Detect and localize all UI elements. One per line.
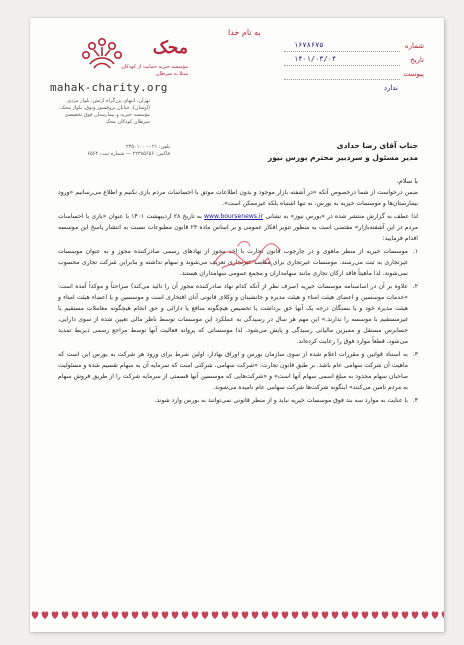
org-address: تهران، انتهای بزرگراه ارتش، بلوار مژدی (اوشان)، خیابان پروفسور وثوق، بلوار محک، مؤسسه خیریه و بیمارستان فوق تخصصی سرطان کودکان محک [58,98,150,125]
contact-line: فاکس: ۲۲۳۸۵۶۵۶ — شماره ثبت: ۶۵۶۴ [87,151,170,157]
list-item [58,395,418,406]
ref-number-label: شماره [404,42,424,50]
website-domain: mahak-charity.org [50,81,168,94]
list-item-text: موسسات خیریه از منظر ماهوی و در چارچوب قانون تجارت با اخذ مجوز از نهادهای رسمی صادرکننده مجوز و به عنوان موسسات غیرتجاری به ثبت می‌رسند. موسسات غیرتجاری برای مقاصد غیرتجاری تعریف می‌شوند و سهام نداشته و بنابراین شرکت تجاری محسوب نمی‌شوند. لذا ماهیتاً فاقد ارکان تجاری مانند سهامداران و مجمع عمومی سهامداران هستند. [58,248,408,277]
list-item [58,281,418,347]
list-item-text: به استناد قوانین و مقررات اعلام شده از سوی سازمان بورس و اوراق بهادار، اولین شرط برای ورود هر شرکت به بورس این است که ماهیت آن شرکت سهامی عام باشد. بر طبق قانون تجارت: «شرکت سهامی، شرکتی است که سرمایه آن به سهام تقسیم شده و مسئولیت صاحبان سهام محدود به مبلغ اسمی سهام آنها است» و «شرکت‌هایی که موسسین آنها قسمتی از سرمایه شرکت را از طریق فروش سهام به مردم تامین می‌کنند» اینگونه شرکت‌ها شرکت سهامی عام نامیده می‌شوند. [58,351,408,391]
org-name: محک [152,38,188,58]
list-item-text: علاوه بر آن در اساسنامه موسسات خیریه (صرف نظر از آنکه کدام نهاد صادرکننده مجوز آن را تائید می‌کند) صراحتاً و موکداً آمده است: «خدمات موسسین و اعضای هیئت امناء و هیئت مدیره و جانشینان و وکلای قانونی آنان افتخاری است و موسسین و یا اعضاء هیئت امناء و هیئت مدیره خود و یا بستگان درجه یک آنها حق برداشت یا تخصیص هیچگونه منافع یا دارائی و حق انجام هیچگونه معاملات مستقیم یا غیرمستقیم با موسسه را ندارند.» این مهم هر سال در رسیدگی به عملکرد این موسسات توسط ناظر مالی تعیین شده از سوی دارایی، حسابرس مستقل و ممیزین مالیاتی رسیدگی و پایش می‌شود. لذا موسساتی که پروانه فعالیت آنها توسط مراجع رسمی ذیربط تمدید می‌شود، قطعاً موارد فوق را رعایت کرده‌اند. [58,283,408,345]
ref-attachment-value-row [284,84,424,98]
intro-paragraph: ضمن درخواست از شما درخصوص آنکه «در آشفته بازار موجود و بدون اطلاعات موثق با احساسات مردم بازی نکنیم و اطلاع می‌رسانیم «ورود بیمارستان‌ها و موسسات خیریه به بورس، نه تنها اشتباه بلکه غیرممکن است». [58,189,418,207]
reference-block [284,42,424,98]
list-item [58,246,418,279]
list-item-number: ۴. [412,397,418,404]
ref-number-value: ۱۶۷۸۶۷۵ [294,41,324,49]
ref-date-value: ۱۴۰۱/۰۳/۰۴ [294,55,337,63]
bismillah-heading: به نام خدا [228,28,261,37]
dotted-line [284,79,400,80]
recipient-title: مدیر مسئول و سردبیر محترم بورس نیوز [267,153,418,162]
reference-text-after: به تاریخ ۲۸ اردیبهشت ۱۴۰۱ با عنوان «بازی با احساسات مردم در این آشفته‌بازار» مقتضی است به منظور تنویر افکار عمومی و بر اساس ماده ۲۳ قانون مطبوعات نسبت به انتشار پاسخ این موسسه اقدام فرمایید: [58,213,418,242]
reference-paragraph [58,211,418,244]
reference-text-before: لذا عطف به گزارش منتشر شده در «بورس نیوز» به نشانی [265,213,419,220]
contact-line: تلفن: ۰۲۱-۲۳۵۰۱۰۰۰ [125,144,170,150]
ref-date-label: تاریخ [410,56,424,64]
ref-attachment-row [284,70,424,84]
logo-block [44,36,194,157]
list-item-number: ۳. [412,351,418,358]
list-item-number: ۱. [412,248,418,255]
dotted-line [284,51,400,52]
letter-body [58,140,418,408]
ref-attachment-value: ندارد [383,84,398,92]
letter-page [30,18,444,632]
boursenews-link[interactable]: www.boursenews.ir [204,213,264,220]
org-subtitle: مؤسسه خیریه حمایت از کودکان مبتلا به سرطان [121,64,188,77]
list-item-text: با عنایت به موارد سه بند فوق موسسات خیریه نباید و از منظر قانونی نمی‌توانند به بورس وارد شوند. [154,397,408,404]
list-item [58,349,418,393]
salutation: با سلام، [396,177,418,185]
list-item-number: ۲. [412,283,418,290]
ref-date-row [284,56,424,70]
recipient-name: جناب آقای رضا حدادی [336,141,418,150]
ref-number-row [284,42,424,56]
heart-chain-border-icon [30,608,444,622]
ref-attachment-label: پیوست [403,70,424,78]
dotted-line [284,65,400,66]
